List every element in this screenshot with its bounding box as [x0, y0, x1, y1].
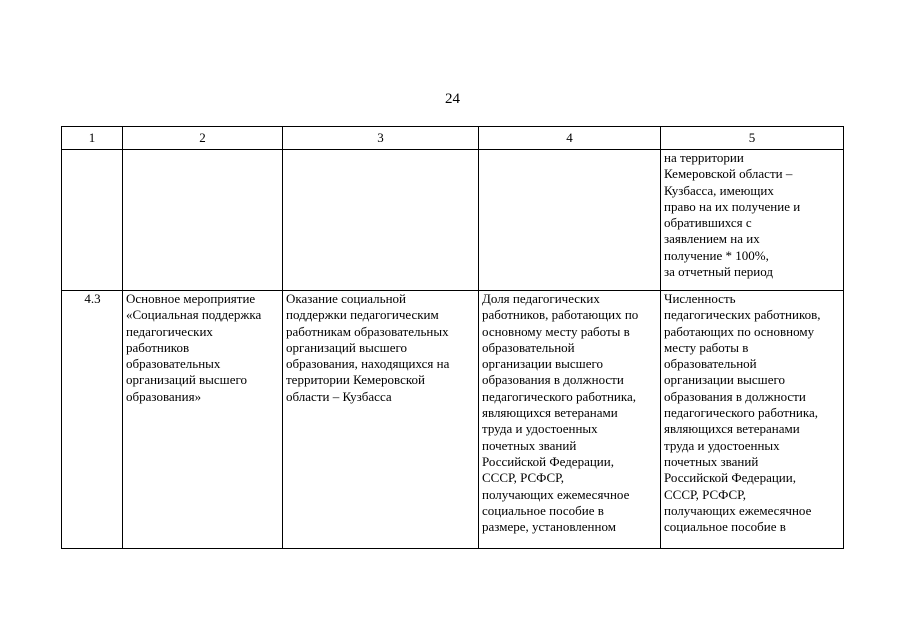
program-measures-table — [61, 126, 844, 549]
cell-measure-content — [283, 150, 479, 291]
column-header-1: 1 — [62, 127, 123, 150]
column-header-5: 5 — [661, 127, 844, 150]
page-number: 24 — [445, 91, 460, 107]
column-header-2: 2 — [123, 127, 283, 150]
cell-measure-name — [123, 150, 283, 291]
cell-indicator-formula: на территории Кемеровской области – Кузбасса, имеющих право на их получение и обратившихся с заявлением на их получение * 100%, за отчетный период — [661, 150, 844, 291]
table-row-continuation — [62, 150, 844, 291]
cell-measure-content: Оказание социальной поддержки педагогическим работникам образовательных организаций высшего образования, находящихся на территории Кемеровской области – Кузбасса — [283, 291, 479, 549]
cell-indicator-name: Доля педагогических работников, работающих по основному месту работы в образовательной организации высшего образования в должности педагогического работника, являющихся ветеранами труда и удостоенных почетных званий Российской Федерации, СССР, РСФСР, получающих ежемесячное социальное пособие в размере, установленном — [479, 291, 661, 549]
column-header-3: 3 — [283, 127, 479, 150]
cell-indicator-name — [479, 150, 661, 291]
cell-number: 4.3 — [62, 291, 123, 549]
table-header-row — [62, 127, 844, 150]
cell-measure-name: Основное мероприятие «Социальная поддержка педагогических работников образовательных организаций высшего образования» — [123, 291, 283, 549]
cell-number — [62, 150, 123, 291]
table-row-4-3 — [62, 291, 844, 549]
column-header-4: 4 — [479, 127, 661, 150]
cell-indicator-formula: Численность педагогических работников, работающих по основному месту работы в образовательной организации высшего образования в должности педагогического работника, являющихся ветеранами труда и удостоенных почетных званий Российской Федерации, СССР, РСФСР, получающих ежемесячное социальное пособие в — [661, 291, 844, 549]
